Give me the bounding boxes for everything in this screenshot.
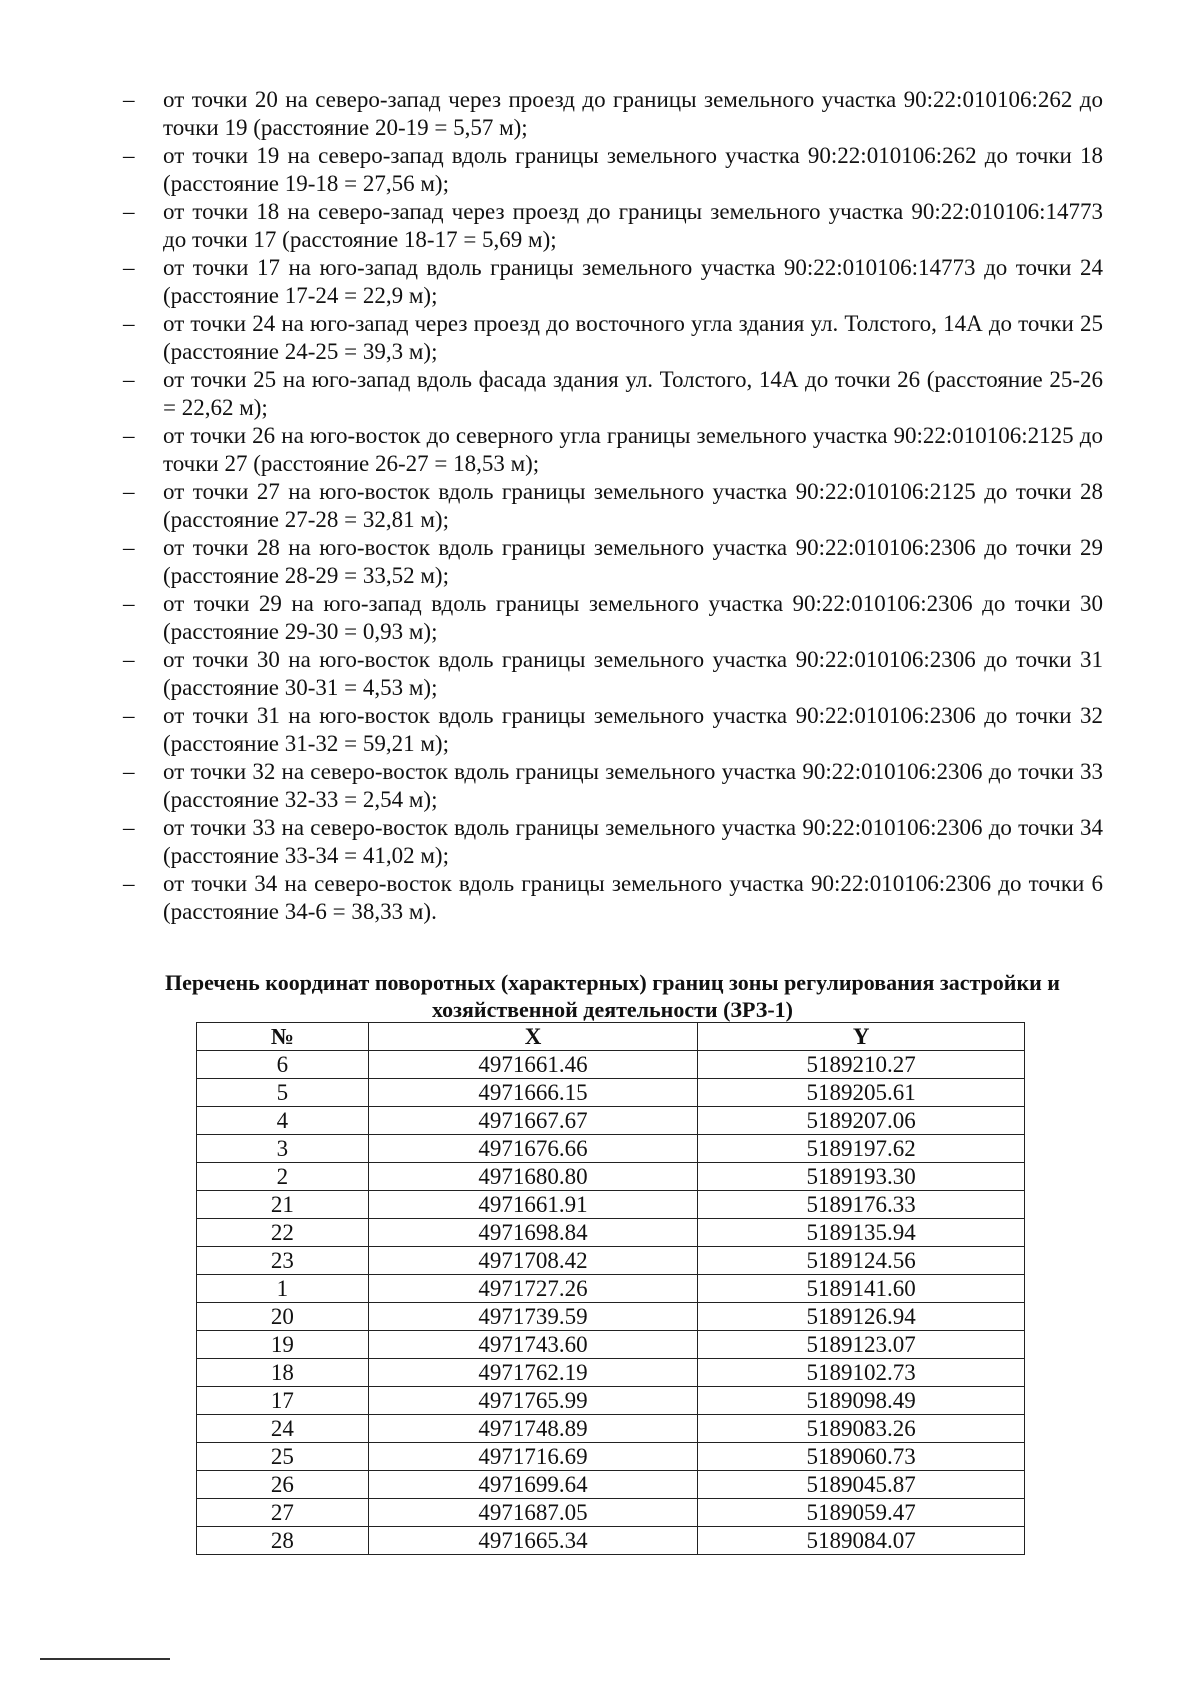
cell-x: 4971708.42 — [368, 1247, 698, 1275]
cell-x: 4971698.84 — [368, 1219, 698, 1247]
cell-y: 5189141.60 — [698, 1275, 1025, 1303]
list-item — [123, 702, 1103, 758]
cell-x: 4971666.15 — [368, 1079, 698, 1107]
segment-text: от точки 25 на юго-запад вдоль фасада здания ул. Толстого, 14А до точки 26 (расстояние 25-26 = 22,62 м); — [163, 367, 1103, 420]
dash-bullet: – — [123, 199, 135, 224]
segment-text: от точки 29 на юго-запад вдоль границы земельного участка 90:22:010106:2306 до точки 30 (расстояние 29-30 = 0,93 м); — [163, 591, 1103, 644]
cell-y: 5189124.56 — [698, 1247, 1025, 1275]
dash-bullet: – — [123, 255, 135, 280]
cell-x: 4971699.64 — [368, 1471, 698, 1499]
list-item — [123, 478, 1103, 534]
list-item — [123, 310, 1103, 366]
cell-x: 4971676.66 — [368, 1135, 698, 1163]
table-row — [197, 1051, 1025, 1079]
list-item — [123, 254, 1103, 310]
dash-bullet: – — [123, 479, 135, 504]
segment-text: от точки 17 на юго-запад вдоль границы земельного участка 90:22:010106:14773 до точки 24 (расстояние 17-24 = 22,9 м); — [163, 255, 1103, 308]
cell-number: 20 — [197, 1303, 369, 1331]
cell-y: 5189123.07 — [698, 1331, 1025, 1359]
cell-number: 1 — [197, 1275, 369, 1303]
cell-y: 5189193.30 — [698, 1163, 1025, 1191]
cell-number: 5 — [197, 1079, 369, 1107]
cell-number: 6 — [197, 1051, 369, 1079]
dash-bullet: – — [123, 143, 135, 168]
cell-number: 28 — [197, 1527, 369, 1555]
table-row — [197, 1471, 1025, 1499]
cell-number: 17 — [197, 1387, 369, 1415]
dash-bullet: – — [123, 87, 135, 112]
list-item — [123, 534, 1103, 590]
boundary-segment-list — [123, 86, 1103, 926]
dash-bullet: – — [123, 423, 135, 448]
cell-x: 4971762.19 — [368, 1359, 698, 1387]
cell-x: 4971727.26 — [368, 1275, 698, 1303]
dash-bullet: – — [123, 647, 135, 672]
table-row — [197, 1415, 1025, 1443]
cell-number: 23 — [197, 1247, 369, 1275]
segment-text: от точки 34 на северо-восток вдоль границы земельного участка 90:22:010106:2306 до точки 6 (расстояние 34-6 = 38,33 м). — [163, 871, 1103, 924]
cell-y: 5189210.27 — [698, 1051, 1025, 1079]
dash-bullet: – — [123, 311, 135, 336]
list-item — [123, 590, 1103, 646]
table-row — [197, 1331, 1025, 1359]
cell-y: 5189207.06 — [698, 1107, 1025, 1135]
cell-x: 4971743.60 — [368, 1331, 698, 1359]
list-item — [123, 142, 1103, 198]
cell-y: 5189135.94 — [698, 1219, 1025, 1247]
table-row — [197, 1163, 1025, 1191]
list-item — [123, 198, 1103, 254]
coordinates-table — [196, 1022, 1025, 1555]
header-y: Y — [698, 1023, 1025, 1051]
dash-bullet: – — [123, 815, 135, 840]
dash-bullet: – — [123, 871, 135, 896]
segment-text: от точки 18 на северо-запад через проезд до границы земельного участка 90:22:010106:14773 до точки 17 (расстояние 18-17 = 5,69 м); — [163, 199, 1103, 252]
cell-x: 4971665.34 — [368, 1527, 698, 1555]
cell-number: 4 — [197, 1107, 369, 1135]
cell-y: 5189060.73 — [698, 1443, 1025, 1471]
dash-bullet: – — [123, 703, 135, 728]
list-item — [123, 422, 1103, 478]
table-row — [197, 1527, 1025, 1555]
segment-text: от точки 28 на юго-восток вдоль границы земельного участка 90:22:010106:2306 до точки 29 (расстояние 28-29 = 33,52 м); — [163, 535, 1103, 588]
table-row — [197, 1303, 1025, 1331]
cell-number: 18 — [197, 1359, 369, 1387]
dash-bullet: – — [123, 759, 135, 784]
cell-number: 19 — [197, 1331, 369, 1359]
cell-y: 5189084.07 — [698, 1527, 1025, 1555]
cell-number: 27 — [197, 1499, 369, 1527]
table-row — [197, 1219, 1025, 1247]
list-item — [123, 86, 1103, 142]
cell-x: 4971661.91 — [368, 1191, 698, 1219]
header-x: X — [368, 1023, 698, 1051]
footer-divider — [40, 1658, 170, 1660]
table-row — [197, 1135, 1025, 1163]
cell-x: 4971716.69 — [368, 1443, 698, 1471]
table-row — [197, 1499, 1025, 1527]
segment-text: от точки 27 на юго-восток вдоль границы земельного участка 90:22:010106:2125 до точки 28 (расстояние 27-28 = 32,81 м); — [163, 479, 1103, 532]
segment-text: от точки 24 на юго-запад через проезд до восточного угла здания ул. Толстого, 14А до точки 25 (расстояние 24-25 = 39,3 м); — [163, 311, 1103, 364]
table-title: Перечень координат поворотных (характерных) границ зоны регулирования застройки и хозяйственной деятельности (ЗРЗ-1) — [165, 970, 1060, 1022]
cell-x: 4971748.89 — [368, 1415, 698, 1443]
list-item — [123, 366, 1103, 422]
cell-y: 5189205.61 — [698, 1079, 1025, 1107]
cell-x: 4971739.59 — [368, 1303, 698, 1331]
segment-text: от точки 19 на северо-запад вдоль границы земельного участка 90:22:010106:262 до точки 18 (расстояние 19-18 = 27,56 м); — [163, 143, 1103, 196]
table-row — [197, 1107, 1025, 1135]
table-row — [197, 1191, 1025, 1219]
cell-number: 3 — [197, 1135, 369, 1163]
cell-y: 5189176.33 — [698, 1191, 1025, 1219]
cell-y: 5189197.62 — [698, 1135, 1025, 1163]
segment-text: от точки 30 на юго-восток вдоль границы земельного участка 90:22:010106:2306 до точки 31 (расстояние 30-31 = 4,53 м); — [163, 647, 1103, 700]
cell-number: 2 — [197, 1163, 369, 1191]
cell-x: 4971687.05 — [368, 1499, 698, 1527]
cell-number: 25 — [197, 1443, 369, 1471]
cell-y: 5189126.94 — [698, 1303, 1025, 1331]
segment-text: от точки 31 на юго-восток вдоль границы земельного участка 90:22:010106:2306 до точки 32 (расстояние 31-32 = 59,21 м); — [163, 703, 1103, 756]
cell-y: 5189102.73 — [698, 1359, 1025, 1387]
table-header-row — [197, 1023, 1025, 1051]
table-row — [197, 1079, 1025, 1107]
dash-bullet: – — [123, 535, 135, 560]
table-row — [197, 1443, 1025, 1471]
cell-number: 24 — [197, 1415, 369, 1443]
cell-number: 26 — [197, 1471, 369, 1499]
cell-number: 22 — [197, 1219, 369, 1247]
table-row — [197, 1387, 1025, 1415]
list-item — [123, 758, 1103, 814]
list-item — [123, 870, 1103, 926]
dash-bullet: – — [123, 367, 135, 392]
cell-y: 5189083.26 — [698, 1415, 1025, 1443]
header-number: № — [197, 1023, 369, 1051]
cell-number: 21 — [197, 1191, 369, 1219]
list-item — [123, 814, 1103, 870]
cell-x: 4971667.67 — [368, 1107, 698, 1135]
cell-x: 4971680.80 — [368, 1163, 698, 1191]
segment-text: от точки 20 на северо-запад через проезд до границы земельного участка 90:22:010106:262 до точки 19 (расстояние 20-19 = 5,57 м); — [163, 87, 1103, 140]
cell-x: 4971765.99 — [368, 1387, 698, 1415]
cell-y: 5189059.47 — [698, 1499, 1025, 1527]
table-row — [197, 1359, 1025, 1387]
table-body — [197, 1051, 1025, 1555]
segment-text: от точки 33 на северо-восток вдоль границы земельного участка 90:22:010106:2306 до точки 34 (расстояние 33-34 = 41,02 м); — [163, 815, 1103, 868]
table-row — [197, 1275, 1025, 1303]
list-item — [123, 646, 1103, 702]
cell-y: 5189045.87 — [698, 1471, 1025, 1499]
dash-bullet: – — [123, 591, 135, 616]
cell-y: 5189098.49 — [698, 1387, 1025, 1415]
table-row — [197, 1247, 1025, 1275]
segment-text: от точки 26 на юго-восток до северного угла границы земельного участка 90:22:010106:2125 до точки 27 (расстояние 26-27 = 18,53 м); — [163, 423, 1103, 476]
segment-text: от точки 32 на северо-восток вдоль границы земельного участка 90:22:010106:2306 до точки 33 (расстояние 32-33 = 2,54 м); — [163, 759, 1103, 812]
cell-x: 4971661.46 — [368, 1051, 698, 1079]
